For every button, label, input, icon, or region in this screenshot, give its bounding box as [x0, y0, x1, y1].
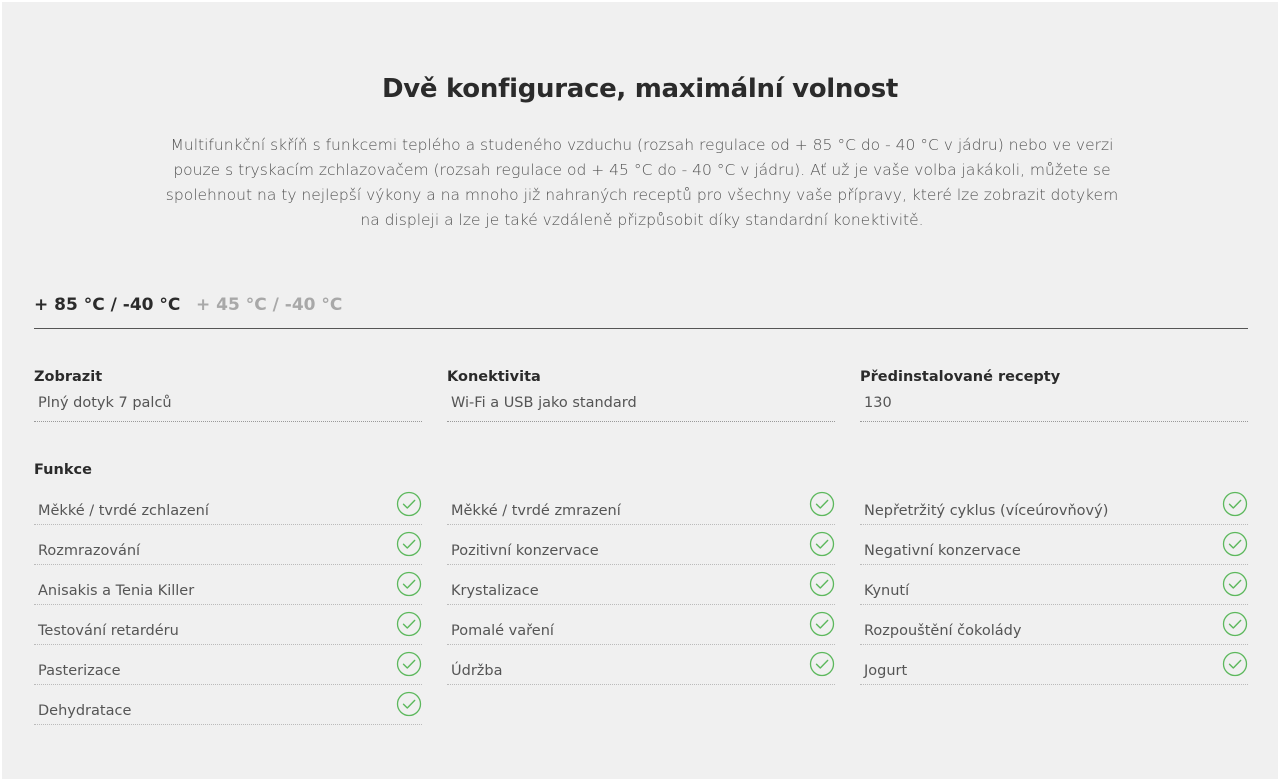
check-circle-icon	[809, 491, 835, 517]
check-circle-icon	[1222, 611, 1248, 637]
function-label: Krystalizace	[451, 583, 539, 599]
function-row	[860, 485, 1248, 525]
check-circle-icon	[1222, 531, 1248, 557]
functions-col-1	[34, 485, 422, 725]
function-row	[34, 645, 422, 685]
function-row	[34, 565, 422, 605]
function-label: Měkké / tvrdé zchlazení	[38, 503, 209, 519]
function-label: Anisakis a Tenia Killer	[38, 583, 195, 599]
function-label: Testování retardéru	[38, 623, 179, 639]
check-circle-icon	[1222, 651, 1248, 677]
function-label: Jogurt	[864, 663, 908, 679]
check-circle-icon	[1222, 571, 1248, 597]
function-row	[860, 645, 1248, 685]
spec-recipes	[860, 369, 1248, 422]
function-label: Negativní konzervace	[864, 543, 1021, 559]
spec-connectivity-value: Wi-Fi a USB jako standard	[447, 395, 835, 422]
intro-paragraph: Multifunkční skříň s funkcemi teplého a studeného vzduchu (rozsah regulace od + 85 °C do - 40 °C v jádru) nebo ve verzi pouze s tryskacím zchlazovačem (rozsah regulace od + 45 °C do - 40 °C v jádru). Ať už je vaše volba jakákoli, můžete se spolehnout na ty nejlepší výkony a na mnoho již nahraných receptů pro všechny vaše přípravy, které lze zobrazit dotykem na displeji a lze je také vzdáleně přizpůsobit díky standardní konektivitě.	[165, 136, 1119, 229]
function-row	[860, 565, 1248, 605]
function-label: Rozpouštění čokolády	[864, 623, 1022, 639]
function-label: Nepřetržitý cyklus (víceúrovňový)	[864, 503, 1109, 519]
function-label: Měkké / tvrdé zmrazení	[451, 503, 621, 519]
function-row	[860, 525, 1248, 565]
check-circle-icon	[1222, 491, 1248, 517]
check-circle-icon	[396, 491, 422, 517]
page-title: Dvě konfigurace, maximální volnost	[381, 74, 898, 104]
function-label: Pasterizace	[38, 663, 121, 679]
check-circle-icon	[396, 571, 422, 597]
spec-display	[34, 369, 422, 422]
check-circle-icon	[396, 531, 422, 557]
spec-display-value: Plný dotyk 7 palců	[34, 395, 422, 422]
function-row	[447, 645, 835, 685]
spec-display-label: Zobrazit	[34, 369, 103, 385]
function-label: Údržba	[451, 663, 503, 679]
function-row	[34, 525, 422, 565]
check-circle-icon	[809, 611, 835, 637]
function-row	[447, 525, 835, 565]
spec-recipes-label: Předinstalované recepty	[860, 369, 1061, 385]
function-label: Dehydratace	[38, 703, 132, 719]
check-circle-icon	[809, 571, 835, 597]
tab-85[interactable]: + 85 °C / -40 °C	[34, 295, 181, 315]
function-row	[447, 605, 835, 645]
functions-col-2	[447, 485, 835, 685]
spec-connectivity	[447, 369, 835, 422]
config-tabs	[34, 295, 1248, 329]
function-label: Kynutí	[864, 583, 910, 599]
function-row	[860, 605, 1248, 645]
check-circle-icon	[396, 691, 422, 717]
spec-recipes-value: 130	[860, 395, 1248, 422]
tab-45[interactable]: + 45 °C / -40 °C	[196, 295, 343, 315]
check-circle-icon	[809, 531, 835, 557]
page-panel	[2, 2, 1278, 779]
function-row	[447, 565, 835, 605]
spec-connectivity-label: Konektivita	[447, 369, 541, 385]
function-label: Rozmrazování	[38, 543, 141, 559]
function-row	[34, 605, 422, 645]
check-circle-icon	[396, 651, 422, 677]
function-label: Pomalé vaření	[451, 623, 554, 639]
functions-col-3	[860, 485, 1248, 685]
function-row	[447, 485, 835, 525]
check-circle-icon	[809, 651, 835, 677]
check-circle-icon	[396, 611, 422, 637]
function-row	[34, 685, 422, 725]
function-label: Pozitivní konzervace	[451, 543, 599, 559]
function-row	[34, 485, 422, 525]
functions-title: Funkce	[34, 462, 92, 478]
